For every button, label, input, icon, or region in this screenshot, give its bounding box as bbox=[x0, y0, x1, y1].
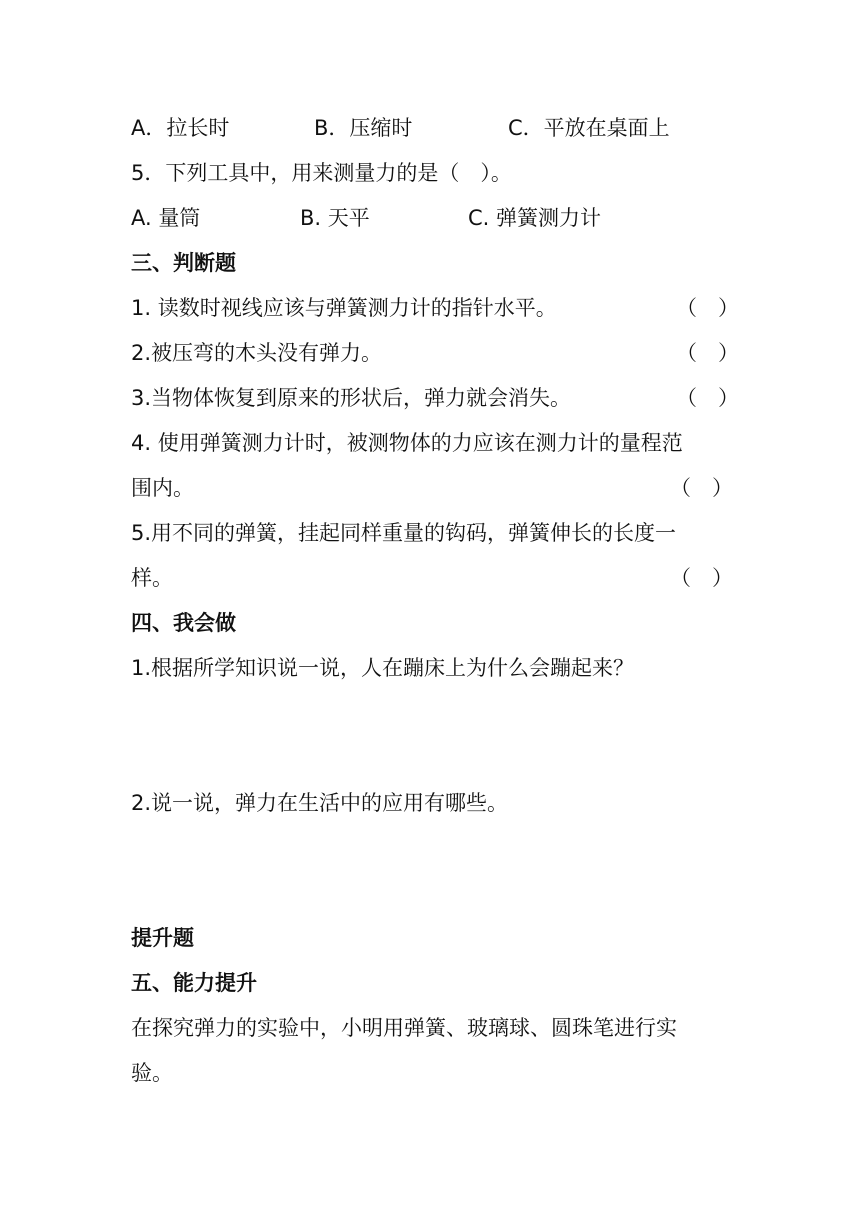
judge-answer-4: （ ） bbox=[670, 476, 733, 500]
judge-item-1: 1. 读数时视线应该与弹簧测力计的指针水平。 bbox=[131, 296, 557, 320]
q5-option-c: C. 弹簧测力计 bbox=[468, 206, 602, 230]
judge-item-5-line1: 5.用不同的弹簧，挂起同样重量的钩码，弹簧伸长的长度一 bbox=[131, 521, 677, 545]
judge-answer-2: （ ） bbox=[676, 341, 739, 365]
section4-question-2: 2.说一说，弹力在生活中的应用有哪些。 bbox=[131, 791, 509, 815]
judge-item-4-line2: 围内。 bbox=[131, 476, 194, 500]
judge-answer-3: （ ） bbox=[676, 386, 739, 410]
q5-option-b: B. 天平 bbox=[300, 206, 370, 230]
section5-text-line1: 在探究弹力的实验中，小明用弹簧、玻璃球、圆珠笔进行实 bbox=[131, 1016, 677, 1040]
q4-option-a: A．拉长时 bbox=[131, 116, 230, 140]
judge-item-5-line2: 样。 bbox=[131, 566, 173, 590]
section5-title: 五、能力提升 bbox=[131, 971, 257, 995]
judge-item-4-line1: 4. 使用弹簧测力计时，被测物体的力应该在测力计的量程范 bbox=[131, 431, 683, 455]
section3-title: 三、判断题 bbox=[131, 251, 236, 275]
judge-answer-5: （ ） bbox=[670, 566, 733, 590]
judge-item-3: 3.当物体恢复到原来的形状后，弹力就会消失。 bbox=[131, 386, 572, 410]
section4-title: 四、我会做 bbox=[131, 611, 236, 635]
judge-answer-1: （ ） bbox=[676, 296, 739, 320]
advanced-title: 提升题 bbox=[131, 926, 194, 950]
q4-option-b: B．压缩时 bbox=[314, 116, 413, 140]
section4-question-1: 1.根据所学知识说一说，人在蹦床上为什么会蹦起来？ bbox=[131, 656, 635, 680]
section5-text-line2: 验。 bbox=[131, 1061, 173, 1085]
q5-question: 5．下列工具中，用来测量力的是（ ）。 bbox=[131, 161, 512, 185]
judge-item-2: 2.被压弯的木头没有弹力。 bbox=[131, 341, 383, 365]
q4-option-c: C．平放在桌面上 bbox=[508, 116, 670, 140]
q5-option-a: A. 量筒 bbox=[131, 206, 201, 230]
